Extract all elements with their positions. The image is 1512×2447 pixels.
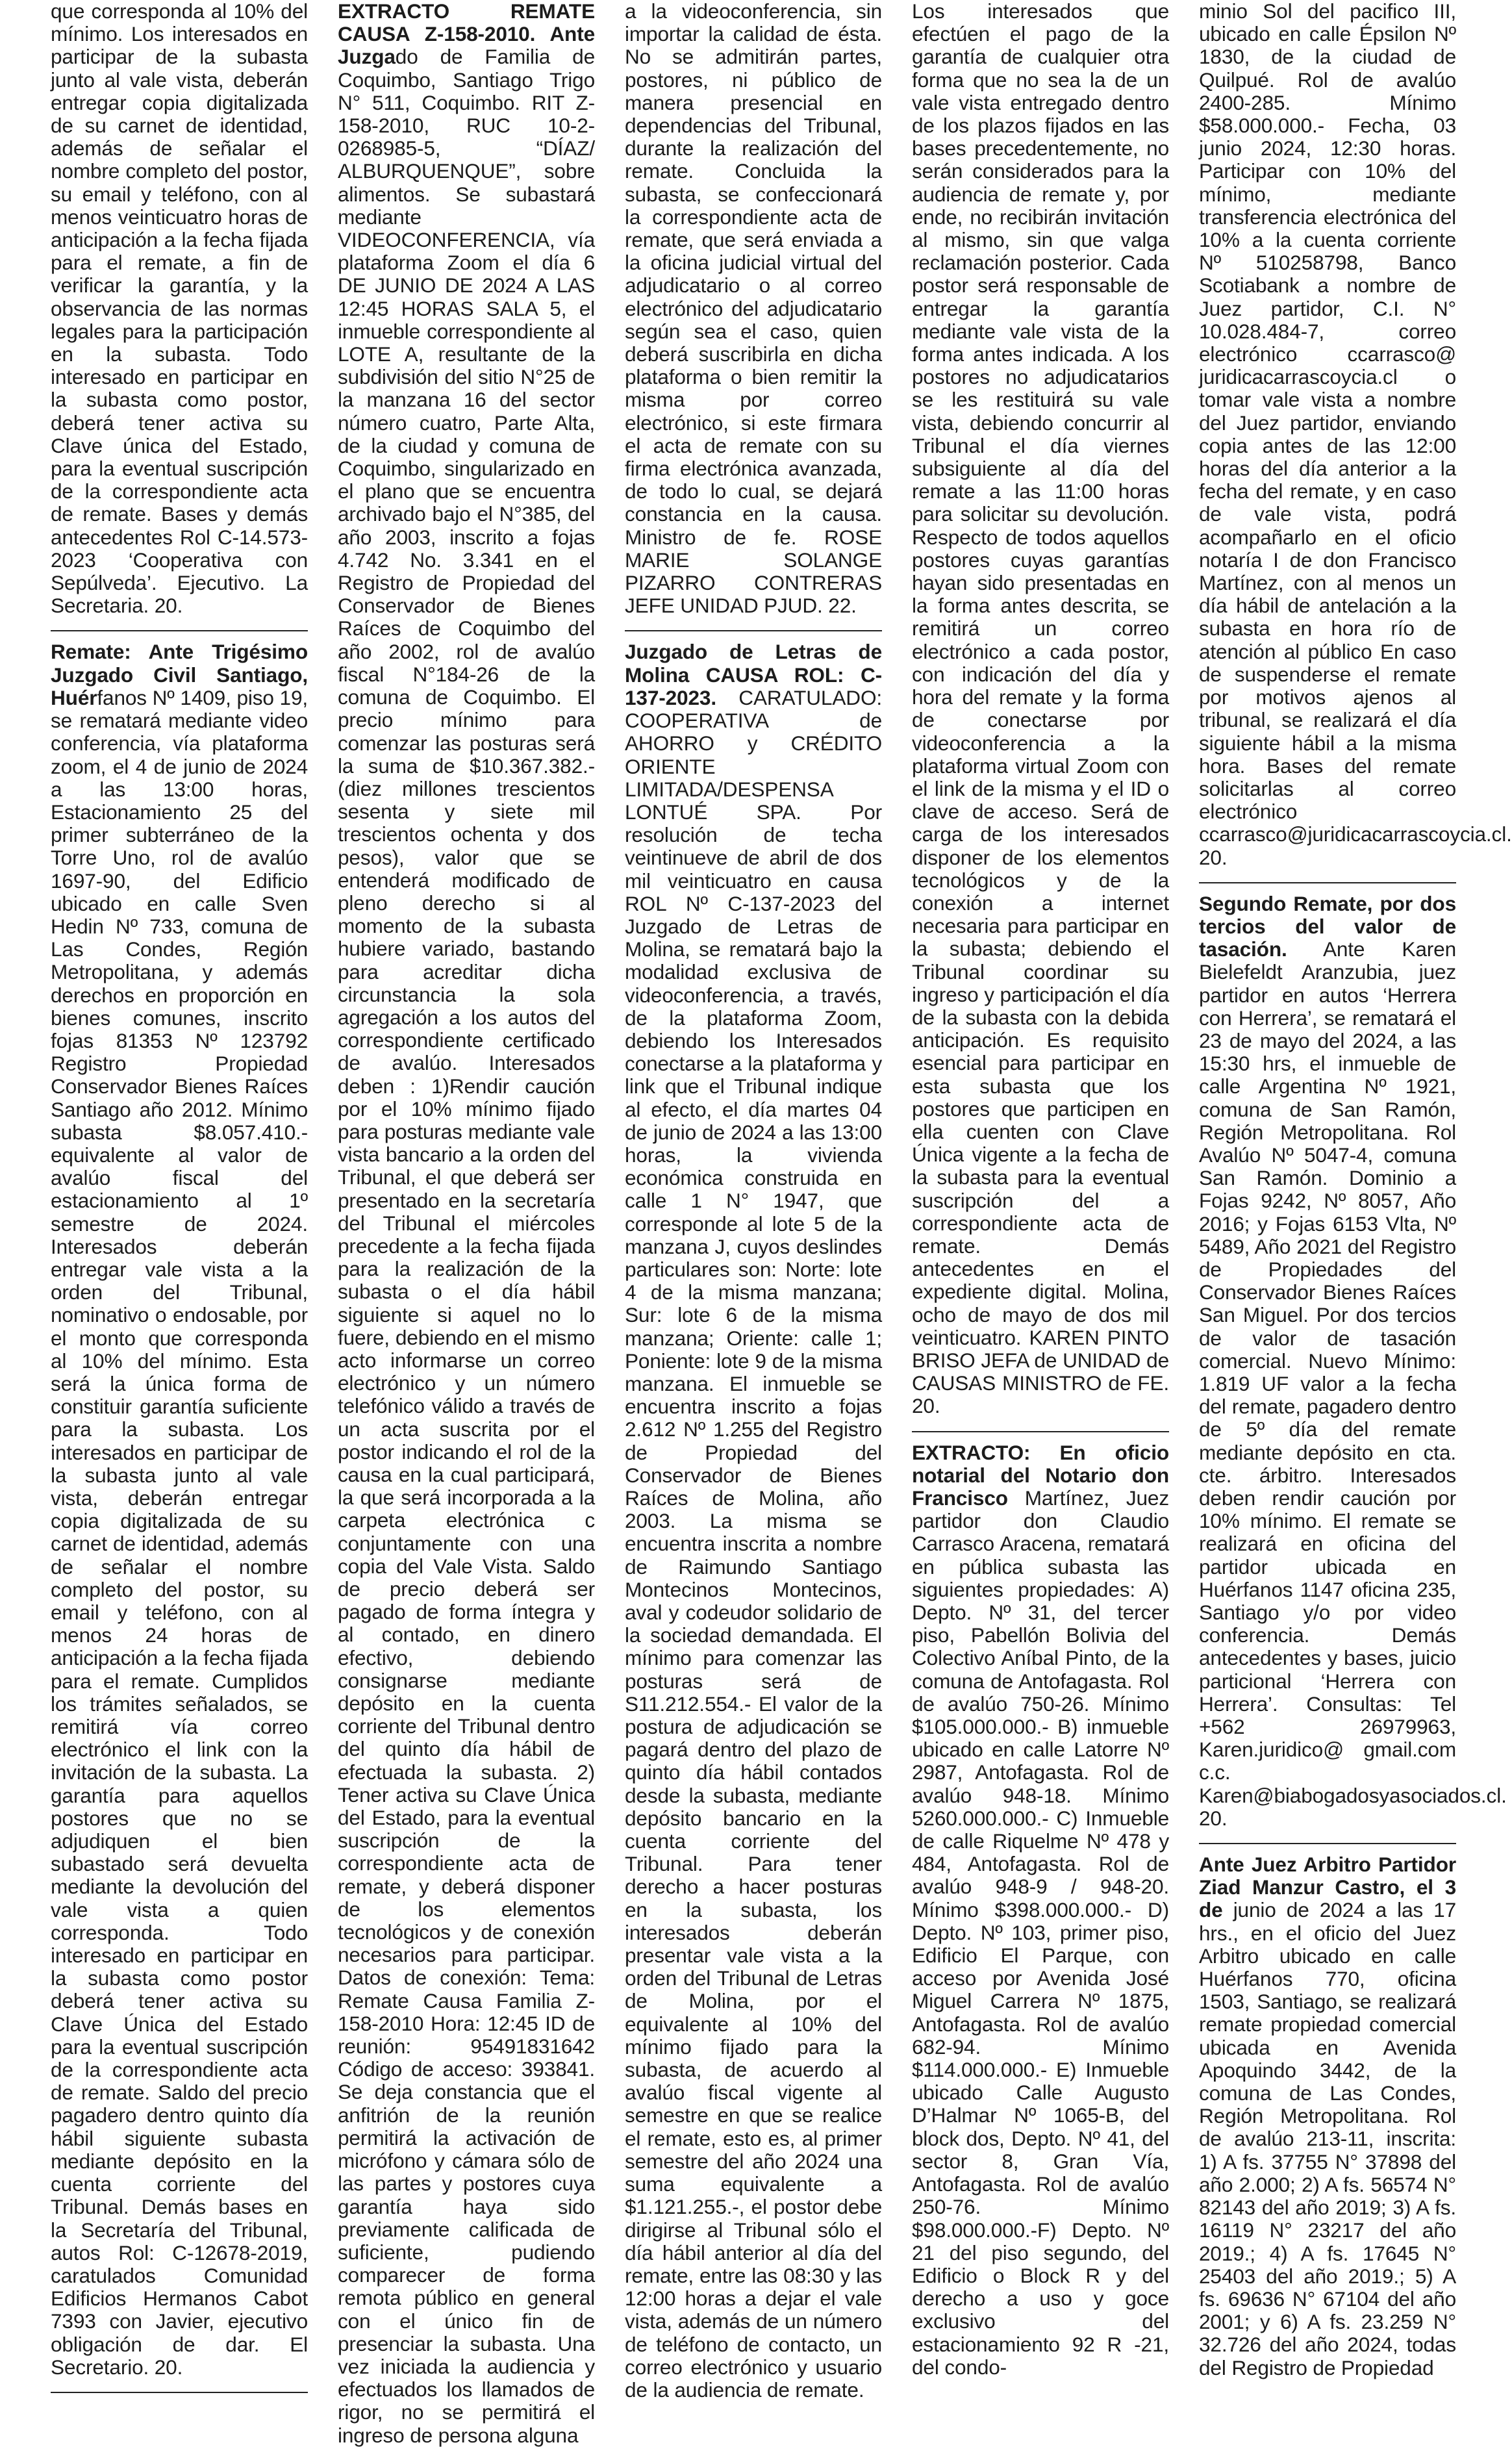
notice-continued	[51, 0, 308, 617]
notice-body: Los interesados que efectúen el pago de la garantía de cualquier otra forma que no sea la de un vale vista entregado dentro de los plazos fijados en las bases precedentemente, no serán considerados para la audiencia de remate y, por ende, no recibirán invitación al mismo, sin que valga reclamación posterior. Cada postor será responsable de entregar la garantía mediante vale vista de la forma antes indicada. A los postores no adjudicatarios se les restituirá su vale vista, debiendo concurrir al Tribunal el día viernes subsiguiente al día del remate a las 11:00 horas para solicitar su devolución. Respecto de todos aquellos postores cuyas garantías hayan sido presentadas en la forma antes descrita, se remitirá un correo electrónico a cada postor, con indicación del día y hora del remate y la forma de conectarse por videoconferencia a la plataforma virtual Zoom con el link de la misma y el ID o clave de acceso. Será de carga de los interesados disponer de los elementos tecnológicos y de la conexión a internet necesaria para participar en la subasta; debiendo el Tribunal coordinar su ingreso y participación el día de la subasta con la debida anticipación. Es requisito esencial para participar en esta subasta que los postores que participen en ella cuenten con Clave Única vigente a la fecha de la subasta para la eventual suscripción del a correspondiente acta de remate. Demás antecedentes en el expediente digital. Molina, ocho de mayo de dos mil veinticuatro. KAREN PINTO BRISO JEFA de UNIDAD de CAUSAS MINISTRO de FE. 20.	[912, 0, 1169, 1418]
notice-body: minio Sol del pacifico III, ubicado en calle Épsilon Nº 1830, de la ciudad de Quilpué. Rol de avalúo 2400-285. Mínimo $58.000.000.- Fecha, 03 junio 2024, 12:30 horas. Participar con 10% del mínimo, mediante transferencia electrónica del 10% a la cuenta corriente Nº 510258798, Banco Scotiabank a nombre de Juez partidor, C.I. N° 10.028.484-7, correo electrónico ccarrasco@ juridicacarrascoycia.cl o tomar vale vista a nombre del Juez partidor, enviando copia antes de las 12:00 horas del día anterior a la fecha del remate, y en caso de vale vista, podrá acompañarlo en el oficio notaría I de don Francisco Martínez, con al menos un día hábil de antelación a la subasta en hora río de atención al público En caso de suspenderse el remate por motivos ajenos al tribunal, se realizará el día siguiente hábil a la misma hora. Bases del remate solicitarlas al correo electrónico ccarrasco@juridicacarrascoycia.cl. 20.	[1199, 0, 1512, 869]
notice-heading: Ante Juez Arbitro Partidor Ziad Manzur Castro, el 3 de	[1199, 1853, 1456, 1922]
notice-divider	[912, 1431, 1169, 1432]
notice-body: Ante Karen Bielefeldt Aranzubia, juez partidor en autos ‘Herrera con Herrera’, se rematará el 23 de mayo del 2024, a las 15:30 hrs, el inmueble de calle Argentina Nº 1921, comuna de San Ramón, Región Metropolitana. Rol Avalúo Nº 5047-4, comuna San Ramón. Dominio a Fojas 9242, Nº 8057, Año 2016; y Fojas 6153 Vlta, Nº 5489, Año 2021 del Registro de Propiedades del Conservador Bienes Raíces San Miguel. Por dos tercios de valor de tasación comercial. Nuevo Mínimo: 1.819 UF valor a la fecha del remate, pagadero dentro de 5º día del remate mediante depósito en cta. cte. árbitro. Interesados deben rendir caución por 10% mínimo. El remate se realizará en oficina del partidor ubicada en Huérfanos 1147 oficina 235, Santiago y/o por video conferencia. Demás antecedentes y bases, juicio particional ‘Herrera con Herrera’. Consultas: Tel +562 26979963, Karen.juridico@ gmail.com c.c. Karen@biabogadosyasociados.cl. 20.	[1199, 937, 1507, 1830]
notice-divider	[51, 630, 308, 631]
column-1	[51, 0, 308, 2379]
notice	[625, 640, 882, 2402]
column-4	[912, 0, 1169, 2379]
notice-heading: Remate: Ante Trigésimo Juzgado Civil Santiago, Huér	[51, 640, 308, 709]
column-2	[338, 0, 595, 2447]
notice	[1199, 1853, 1456, 2379]
notice-divider	[51, 2392, 308, 2393]
column-5	[1199, 0, 1512, 2379]
notice-divider	[1199, 882, 1456, 883]
notice-body: que corresponda al 10% del mínimo. Los interesados en participar de la subasta junto al vale vista, deberán entregar copia digitalizada de su carnet de identidad, además de señalar el nombre completo del postor, su email y teléfono, con al menos veinticuatro horas de anticipación a la fecha fijada para el remate, a fin de verificar la garantía, y la observancia de las normas legales para la participación en la subasta. Todo interesado en participar en la subasta como postor, deberá tener activa su Clave única del Estado, para la eventual suscripción de la correspondiente acta de remate. Bases y demás antecedentes Rol C-14.573-2023 ‘Cooperativa con Sepúlveda’. Ejecutivo. La Secretaria. 20.	[51, 0, 308, 618]
notice-body: CARATULADO: COOPERATIVA de AHORRO y CRÉDITO ORIENTE LIMITADA/DESPENSA LONTUÉ SPA. Por resolución de techa veintinueve de abril de dos mil veinticuatro en causa ROL Nº C-137-2023 del Juzgado de Letras de Molina, se rematará bajo la modalidad exclusiva de videoconferencia, a través, de la plataforma Zoom, debiendo los Interesados conectarse a la plataforma y link que el Tribunal indique al efecto, el día martes 04 de junio de 2024 a las 13:00 horas, la vivienda económica construida en calle 1 N° 1947, que corresponde al lote 5 de la manzana J, cuyos deslindes particulares son: Norte: lote 4 de la misma manzana; Sur: lote 6 de la misma manzana; Oriente: calle 1; Poniente: lote 9 de la misma manzana. El inmueble se encuentra inscrito a fojas 2.612 Nº 1.255 del Registro de Propiedad del Conservador de Bienes Raíces de Molina, año 2003. La misma se encuentra inscrita a nombre de Raimundo Santiago Montecinos Montecinos, aval y codeudor solidario de la sociedad demandada. El mínimo para comenzar las posturas será de S11.212.554.- El valor de la postura de adjudicación se pagará dentro del plazo de quinto día hábil contados desde la subasta, mediante depósito bancario en la cuenta corriente del Tribunal. Para tener derecho a hacer posturas en la subasta, los interesados deberán presentar vale vista a la orden del Tribunal de Letras de Molina, por el equivalente al 10% del mínimo fijado para la subasta, de acuerdo al avalúo fiscal vigente al semestre en que se realice el remate, esto es, al primer semestre del año 2024 una suma equivalente a $1.121.255.-, el postor debe dirigirse al Tribunal sólo el día hábil anterior al día del remate, entre las 08:30 y las 12:00 horas a dejar el vale vista, además de un número de teléfono de contacto, un correo electrónico y usuario de la audiencia de remate.	[625, 685, 882, 2402]
notice	[912, 1441, 1169, 2379]
notice-body: junio de 2024 a las 17 hrs., en el oficio del Juez Arbitro ubicado en calle Huérfanos 770, oficina 1503, Santiago, se realizará remate propiedad comercial ubicada en Avenida Apoquindo 3442, de la comuna de Las Condes, Región Metropolitana. Rol de avalúo 213-11, inscrita: 1) A fs. 37755 N° 37898 del año 2.000; 2) A fs. 56574 N° 82143 del año 2019; 3) A fs. 16119 N° 23217 del año 2019.; 4) A fs. 17645 N° 25403 del año 2019.; 5) A fs. 69636 N° 67104 del año 2001; y 6) A fs. 23.259 N° 32.726 del año 2024, todas del Registro de Propiedad	[1199, 1898, 1456, 2379]
notice	[51, 640, 308, 2378]
column-3	[625, 0, 882, 2402]
notice-continued	[1199, 0, 1512, 869]
notice-heading: EXTRACTO REMATE CAUSA Z-158-2010. Ante Juzga	[338, 0, 595, 69]
notice-heading: Juzgado de Letras de Molina CAUSA ROL: C-137-2023.	[625, 640, 882, 709]
notice-divider	[625, 630, 882, 631]
notice-heading: EXTRACTO: En oficio notarial del Notario don Francisco	[912, 1440, 1169, 1510]
notice-continued	[912, 0, 1169, 1418]
notice-body: fanos Nº 1409, piso 19, se rematará mediante video conferencia, vía plataforma zoom, el 4 de junio de 2024 a las 13:00 horas, Estacionamiento 25 del primer subterráneo de la Torre Uno, rol de avalúo 1697-90, del Edificio ubicado en calle Sven Hedin Nº 733, comuna de Las Condes, Región Metropolitana, y además derechos en proporción en bienes comunes, inscrito fojas 81353 Nº 123792 Registro Propiedad Conservador Bienes Raíces Santiago año 2012. Mínimo subasta $8.057.410.- equivalente al valor de avalúo fiscal del estacionamiento al 1º semestre de 2024. Interesados deberán entregar vale vista a la orden del Tribunal, nominativo o endosable, por el monto que corresponda al 10% del mínimo. Esta será la única forma de constituir garantía suficiente para la subasta. Los interesados en participar de la subasta junto al vale vista, deberán entregar copia digitalizada de su carnet de identidad, además de señalar el nombre completo del postor, su email y teléfono, con al menos 24 horas de anticipación a la fecha fijada para el remate. Cumplidos los trámites señalados, se remitirá vía correo electrónico el link con la invitación de la subasta. La garantía para aquellos postores que no se adjudiquen el bien subastado será devuelta mediante la devolución del vale vista a quien corresponda. Todo interesado en participar en la subasta como postor deberá tener activa su Clave Única del Estado para la eventual suscripción de la correspondiente acta de remate. Saldo del precio pagadero dentro quinto día hábil siguiente subasta mediante depósito en la cuenta corriente del Tribunal. Demás bases en la Secretaría del Tribunal, autos Rol: C-12678-2019, caratulados Comunidad Edificios Hermanos Cabot 7393 con Javier, ejecutivo obligación de dar. El Secretario. 20.	[51, 685, 308, 2379]
notice	[1199, 891, 1507, 1830]
notice-body: a la videoconferencia, sin importar la calidad de ésta. No se admitirán partes, postores, ni público de manera presencial en dependencias del Tribunal, durante la realización del remate. Concluida la subasta, se confeccionará la correspondiente acta de remate, que será enviada a la oficina judicial virtual del adjudicatario o al correo electrónico del adjudicatario según sea el caso, quien deberá suscribirla en dicha plataforma o bien remitir la misma por correo electrónico, si este firmara el acta de remate con su firma electrónica avanzada, de todo lo cual, se dejará constancia en la causa. Ministro de fe. ROSE MARIE SOLANGE PIZARRO CONTRERAS JEFE UNIDAD PJUD. 22.	[625, 0, 882, 618]
notice-continued	[625, 0, 882, 617]
notice-heading: Segundo Remate, por dos tercios del valor de tasación.	[1199, 891, 1456, 961]
notice-body: Martínez, Juez partidor don Claudio Carrasco Aracena, rematará en pública subasta las siguientes propiedades: A) Depto. Nº 31, del tercer piso, Pabellón Bolivia del Colectivo Aníbal Pinto, de la comuna de Antofagasta. Rol de avalúo 750-26. Mínimo $105.000.000.- B) inmueble ubicado en calle Latorre Nº 2987, Antofagasta. Rol de avalúo 948-18. Mínimo 5260.000.000.- C) Inmueble de calle Riquelme Nº 478 y 484, Antofagasta. Rol de avalúo 948-9 / 948-20. Mínimo $398.000.000.- D) Depto. Nº 103, primer piso, Edificio El Parque, con acceso por Avenida José Miguel Carrera Nº 1875, Antofagasta. Rol de avalúo 682-94. Mínimo $114.000.000.- E) Inmueble ubicado Calle Augusto D’Halmar Nº 1065-B, del block dos, Depto. Nº 41, del sector 8, Gran Vía, Antofagasta. Rol de avalúo 250-76. Mínimo $98.000.000.-F) Depto. Nº 21 del piso segundo, del Edificio o Block R y del derecho a uso y goce exclusivo del estacionamiento 92 R -21, del condo-	[912, 1486, 1169, 2379]
notice-body: do de Familia de Coquimbo, Santiago Trigo N° 511, Coquimbo. RIT Z-158-2010, RUC 10-2-0268985-5, “DÍAZ/ ALBURQUENQUE”, sobre alimentos. Se subastará mediante VIDEOCONFERENCIA, vía plataforma Zoom el día 6 DE JUNIO DE 2024 A LAS 12:45 HORAS SALA 5, el inmueble correspondiente al LOTE A, resultante de la subdivisión del sitio N°25 de la manzana 16 del sector número cuatro, Parte Alta, de la ciudad y comuna de Coquimbo, singularizado en el plano que se encuentra archivado bajo el N°385, del año 2003, inscrito a fojas 4.742 No. 3.341 en el Registro de Propiedad del Conservador de Bienes Raíces de Coquimbo del año 2002, rol de avalúo fiscal N°184-26 de la comuna de Coquimbo. El precio mínimo para comenzar las posturas será la suma de $10.367.382.- (diez millones trescientos sesenta y siete mil trescientos ochenta y dos pesos), valor que se entenderá modificado de pleno derecho si al momento de la subasta hubiere variado, bastando para acreditar dicha circunstancia la sola agregación a los autos del correspondiente certificado de avalúo. Interesados deben : 1)Rendir caución por el 10% mínimo fijado para posturas mediante vale vista bancario a la orden del Tribunal, el que deberá ser presentado en la secretaría del Tribunal el miércoles precedente a la fecha fijada para la realización de la subasta o el día hábil siguiente si aquel no lo fuere, debiendo en el mismo acto informarse un correo electrónico y un número telefónico válido a través de un acta suscrita por el postor indicando el rol de la causa en la cual participará, la que será incorporada a la carpeta electrónica c conjuntamente con una copia del Vale Vista. Saldo de precio deberá ser pagado de forma íntegra y al contado, en dinero efectivo, debiendo consignarse mediante depósito en la cuenta corriente del Tribunal dentro del quinto día hábil de efectuada la subasta. 2) Tener activa su Clave Única del Estado, para la eventual suscripción de la correspondiente acta de remate, y deberá disponer de los elementos tecnológicos y de conexión necesarios para participar. Datos de conexión: Tema: Remate Causa Familia Z-158-2010 Hora: 12:45 ID de reunión: 95491831642 Código de acceso: 393841. Se deja constancia que el anfitrión de la reunión permitirá la activación de micrófono y cámara sólo de las partes y postores cuya garantía haya sido previamente calificada de suficiente, pudiendo comparecer de forma remota público en general con el único fin de presenciar la subasta. Una vez iniciada la audiencia y efectuados los llamados de rigor, no se permitirá el ingreso de persona alguna	[338, 45, 595, 2447]
notice	[338, 0, 595, 2447]
notice-divider	[1199, 1843, 1456, 1844]
